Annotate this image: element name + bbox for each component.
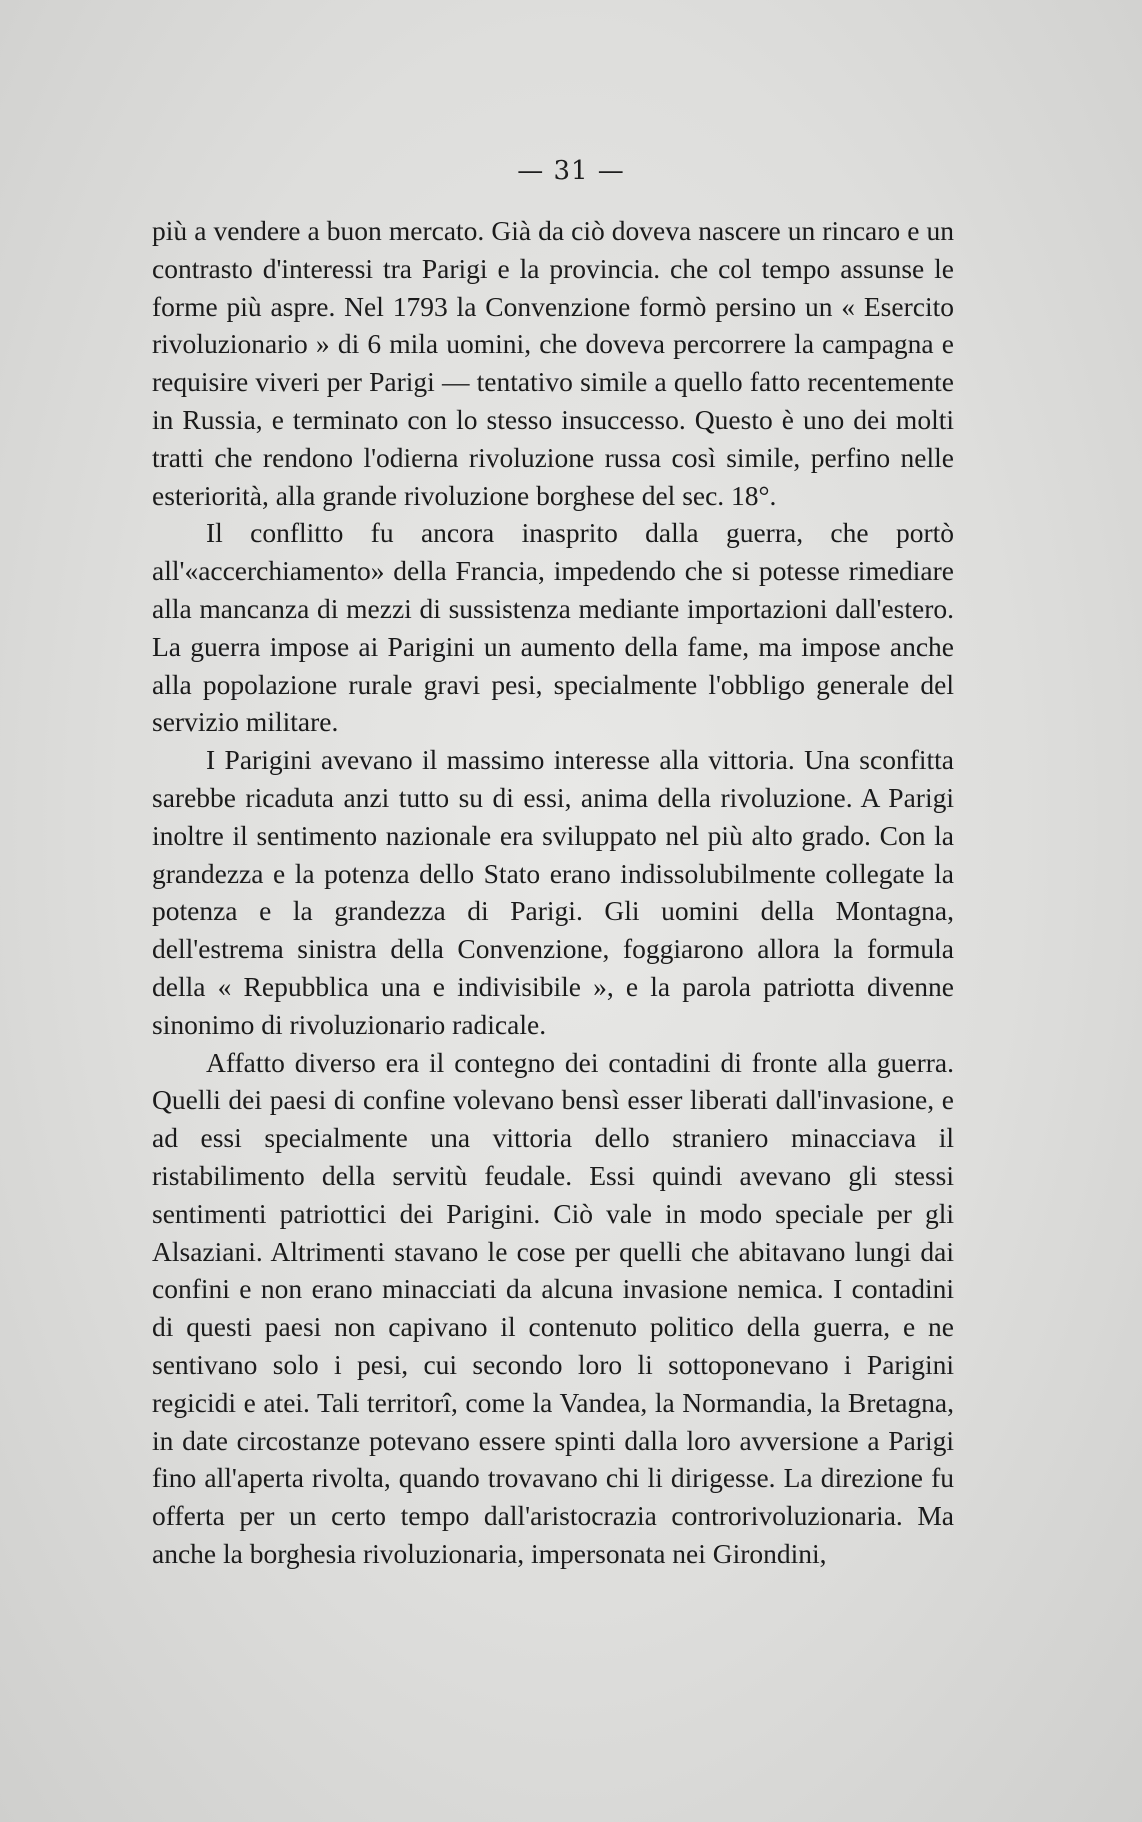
paragraph-2: Il conflitto fu ancora inasprito dalla guerra, che portò all'«accerchiamento» della Francia, impedendo che si potesse rimediare alla mancanza di mezzi di sussistenza mediante importazioni dall'estero. La guerra impose ai Parigini un aumento della fame, ma impose anche alla popolazione rurale gravi pesi, specialmente l'obbligo generale del servizio militare. — [152, 517, 954, 738]
paragraph-1: più a vendere a buon mercato. Già da ciò doveva nascere un rincaro e un contrasto d'interessi tra Parigi e la provincia. che col tempo assunse le forme più aspre. Nel 1793 la Convenzione formò persino un « Esercito rivoluzionario » di 6 mila uomini, che doveva percorrere la campagna e requisire viveri per Parigi — tentativo simile a quello fatto recentemente in Russia, e terminato con lo stesso insuccesso. Questo è uno dei molti tratti che rendono l'odierna rivoluzione russa così simile, perfino nelle esteriorità, alla grande rivoluzione borghese del sec. 18°. — [152, 215, 954, 511]
page-number: — 31 — — [517, 156, 625, 186]
paragraph-4: Affatto diverso era il contegno dei contadini di fronte alla guerra. Quelli dei paesi di confine volevano bensì esser liberati dall'invasione, e ad essi specialmente una vittoria dello straniero minacciava il ristabilimento della servitù feudale. Essi quindi avevano gli stessi sentimenti patriottici dei Parigini. Ciò vale in modo speciale per gli Alsaziani. Altrimenti stavano le cose per quelli che abitavano lungi dai confini e non erano minacciati da alcuna invasione nemica. I contadini di questi paesi non capivano il contenuto politico della guerra, e ne sentivano solo i pesi, cui secondo loro li sottoponevano i Parigini regicidi e atei. Tali territorî, come la Vandea, la Normandia, la Bretagna, in date circostanze potevano essere spinti dalla loro avversione a Parigi fino all'aperta rivolta, quando trovavano chi li dirigesse. La direzione fu offerta per un certo tempo dall'aristocrazia controrivoluzionaria. Ma anche la borghesia rivoluzionaria, impersonata nei Girondini, — [152, 1046, 954, 1569]
body-text — [152, 212, 954, 1573]
paragraph-3: I Parigini avevano il massimo interesse alla vittoria. Una sconfitta sarebbe ricaduta anzi tutto su di essi, anima della rivoluzione. A Parigi inoltre il sentimento nazionale era sviluppato nel più alto grado. Con la grandezza e la potenza dello Stato erano indissolubilmente collegate la potenza e la grandezza di Parigi. Gli uomini della Montagna, dell'estrema sinistra della Convenzione, foggiarono allora la formula della « Repubblica una e indivisibile », e la parola patriotta divenne sinonimo di rivoluzionario radicale. — [152, 744, 954, 1040]
